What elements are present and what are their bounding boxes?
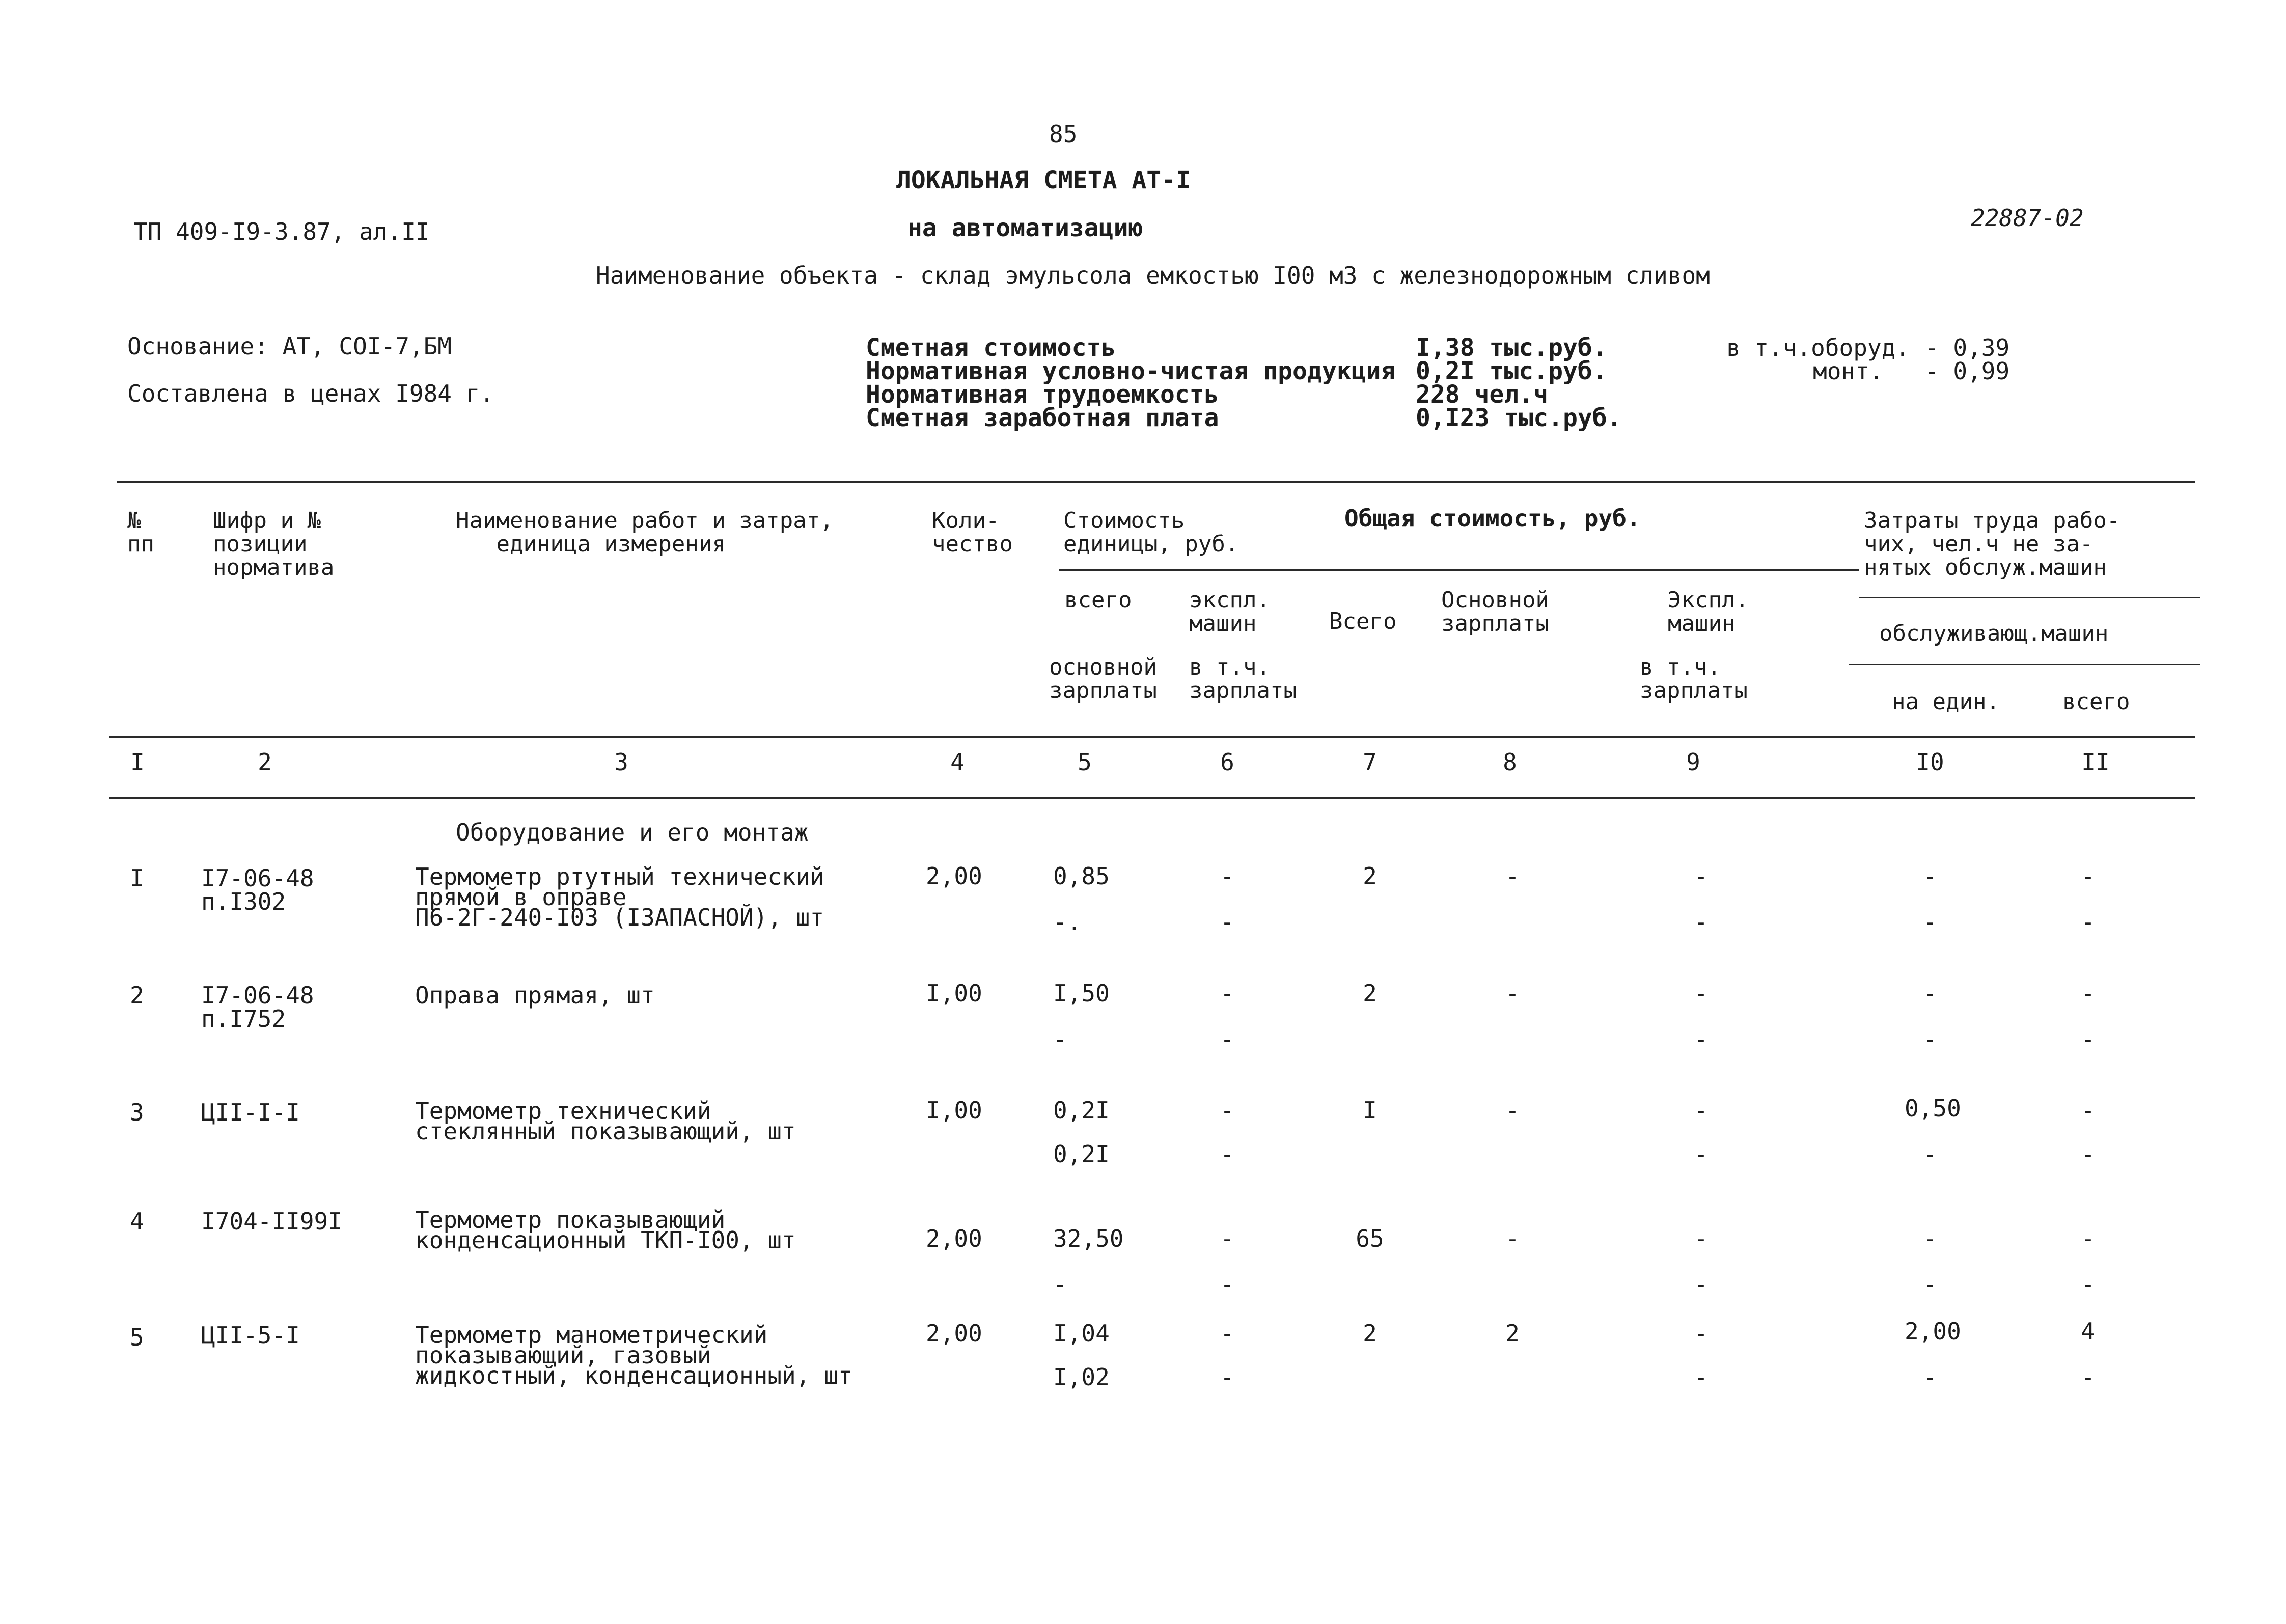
row-total-machine-wages: - — [1694, 1025, 1708, 1053]
row-number: 5 — [130, 1324, 144, 1351]
row-name: Термометр ртутный технический прямой в оправе П6-2Г-240-I03 (IЗАПАСНОЙ), шт — [415, 863, 824, 931]
row-labor-total: - — [2081, 1225, 2095, 1252]
summary-label: Сметная заработная плата — [866, 404, 1219, 432]
row-name: Оправа прямая, шт — [415, 982, 655, 1009]
row-labor-total-2: - — [2081, 1140, 2095, 1168]
row-total-machine-wages: - — [1694, 1271, 1708, 1298]
header-unit-cost: Стоимость единицы, руб. — [1063, 508, 1239, 557]
header-unit-total: всего — [1064, 587, 1132, 613]
row-labor-per-unit: 2,00 — [1905, 1318, 1961, 1345]
row-unit-machines: - — [1220, 979, 1234, 1007]
header-bottom-rule — [109, 736, 2195, 738]
row-labor-total: 4 — [2081, 1318, 2095, 1345]
document-reference: ТП 409-I9-3.87, ал.II — [133, 218, 430, 245]
header-unit-wages: основной зарплаты — [1049, 654, 1157, 704]
row-labor-total-2: - — [2081, 1363, 2095, 1391]
row-total-machines: - — [1694, 862, 1708, 890]
row-labor-per-unit: - — [1923, 862, 1937, 890]
row-unit-machines: - — [1220, 862, 1234, 890]
prices-line: Составлена в ценах I984 г. — [127, 380, 494, 407]
row-total-machine-wages: - — [1694, 1363, 1708, 1391]
row-total-wages: - — [1505, 862, 1520, 890]
row-code: ЦII-I-I — [201, 1099, 300, 1126]
mounting-value: - 0,99 — [1925, 357, 2010, 385]
summary-label: Нормативная условно-чистая продукция — [866, 357, 1396, 385]
row-unit-total: 0,2I — [1053, 1097, 1110, 1124]
row-total: 2 — [1363, 862, 1377, 890]
object-name: Наименование объекта - склад эмульсола емкостью I00 м3 с железнодорожным сливом — [596, 262, 1710, 289]
row-labor-total: - — [2081, 979, 2095, 1007]
row-unit-total: 32,50 — [1053, 1225, 1124, 1252]
stamp-number: 22887-02 — [1971, 204, 2084, 232]
row-name: Термометр технический стеклянный показывающий, шт — [415, 1097, 796, 1145]
row-labor-per-unit-2: - — [1923, 1025, 1937, 1053]
row-total-machines: - — [1694, 1320, 1708, 1347]
table-top-rule — [117, 481, 2195, 483]
row-quantity: 2,00 — [926, 1225, 982, 1252]
row-unit-total: I,04 — [1053, 1320, 1110, 1347]
column-number: 7 — [1363, 748, 1377, 776]
page-number: 85 — [1049, 120, 1078, 148]
row-total-machines: - — [1694, 1097, 1708, 1124]
row-labor-per-unit: - — [1923, 979, 1937, 1007]
header-unit-machines: экспл. машин — [1189, 587, 1270, 636]
row-total: 65 — [1356, 1225, 1384, 1252]
row-labor-per-unit-2: - — [1923, 1363, 1937, 1391]
header-col-code: Шифр и № позиции норматива — [213, 508, 335, 580]
row-labor-per-unit: - — [1923, 1225, 1937, 1252]
header-total-wages: Основной зарплаты — [1441, 587, 1549, 636]
header-total-cost: Общая стоимость, руб. — [1344, 505, 1641, 532]
header-machine-service: обслуживающ.машин — [1879, 621, 2109, 647]
row-total-wages: 2 — [1505, 1320, 1520, 1347]
row-unit-machines: - — [1220, 1097, 1234, 1124]
column-number: 2 — [258, 748, 272, 776]
header-col-name: Наименование работ и затрат, единица измерения — [456, 508, 834, 557]
row-code: I7-06-48 п.I752 — [201, 982, 314, 1032]
section-title: Оборудование и его монтаж — [456, 819, 809, 846]
row-quantity: 2,00 — [926, 862, 982, 890]
row-labor-total-2: - — [2081, 1271, 2095, 1298]
row-labor-total: - — [2081, 1097, 2095, 1124]
row-labor-per-unit-2: - — [1923, 1271, 1937, 1298]
column-number: II — [2081, 748, 2110, 776]
row-unit-wages: -. — [1053, 908, 1082, 936]
header-col-number: № пп — [127, 508, 154, 557]
row-unit-total: I,50 — [1053, 979, 1110, 1007]
basis-line: Основание: АТ, COI-7,БМ — [127, 332, 452, 360]
document-title: ЛОКАЛЬНАЯ СМЕТА АТ-I — [896, 166, 1191, 194]
column-number: 3 — [614, 748, 628, 776]
row-name: Термометр показывающий конденсационный ТКП-I00, шт — [415, 1206, 796, 1254]
row-number: 2 — [130, 982, 144, 1009]
row-unit-machine-wages: - — [1220, 908, 1234, 936]
header-col-quantity: Коли- чество — [932, 508, 1013, 557]
column-number: 4 — [950, 748, 965, 776]
row-total-wages: - — [1505, 1097, 1520, 1124]
column-number: 5 — [1078, 748, 1092, 776]
header-per-unit: на един. — [1892, 689, 2000, 715]
row-number: 4 — [130, 1208, 144, 1235]
row-unit-total: 0,85 — [1053, 862, 1110, 890]
row-unit-wages: I,02 — [1053, 1363, 1110, 1391]
row-code: I704-II99I — [201, 1208, 342, 1235]
row-unit-machines: - — [1220, 1320, 1234, 1347]
row-code: ЦII-5-I — [201, 1322, 300, 1349]
row-total-machine-wages: - — [1694, 908, 1708, 936]
row-number: I — [130, 864, 144, 892]
summary-values — [1416, 333, 1622, 432]
row-unit-wages: - — [1053, 1025, 1067, 1053]
row-total-wages: - — [1505, 1225, 1520, 1252]
header-total-machines: Экспл. машин — [1668, 587, 1749, 636]
row-unit-machine-wages: - — [1220, 1140, 1234, 1168]
row-total: 2 — [1363, 979, 1377, 1007]
row-labor-per-unit-2: - — [1923, 1140, 1937, 1168]
row-name: Термометр манометрический показывающий, газовый жидкостный, конденсационный, шт — [415, 1321, 852, 1389]
column-number: 6 — [1220, 748, 1234, 776]
row-total: I — [1363, 1097, 1377, 1124]
summary-label: Сметная стоимость — [866, 333, 1116, 362]
header-total-machine-wages: в т.ч. зарплаты — [1640, 654, 1748, 704]
header-subrule-labor-2 — [1849, 664, 2200, 665]
summary-label: Нормативная трудоемкость — [866, 380, 1219, 409]
header-labor: Затраты труда рабо- чих, чел.ч не за- нятых обслуж.машин — [1864, 508, 2120, 580]
row-total-wages: - — [1505, 979, 1520, 1007]
row-unit-machines: - — [1220, 1225, 1234, 1252]
row-unit-machine-wages: - — [1220, 1271, 1234, 1298]
column-number: 8 — [1503, 748, 1517, 776]
column-number: 9 — [1686, 748, 1700, 776]
header-labor-total: всего — [2062, 689, 2130, 715]
row-unit-machine-wages: - — [1220, 1025, 1234, 1053]
column-number: I0 — [1916, 748, 1944, 776]
summary-value: I,38 тыс.руб. — [1416, 333, 1607, 362]
row-total: 2 — [1363, 1320, 1377, 1347]
row-quantity: I,00 — [926, 979, 982, 1007]
row-unit-machine-wages: - — [1220, 1363, 1234, 1391]
row-labor-total: - — [2081, 862, 2095, 890]
row-labor-total-2: - — [2081, 908, 2095, 936]
row-unit-wages: - — [1053, 1271, 1067, 1298]
header-total-all: Всего — [1329, 608, 1397, 634]
row-labor-total-2: - — [2081, 1025, 2095, 1053]
header-subrule-labor — [1859, 597, 2200, 598]
column-number: I — [130, 748, 145, 776]
equipment-value: - 0,39 — [1925, 334, 2010, 361]
row-total-machines: - — [1694, 979, 1708, 1007]
header-subrule — [1059, 569, 1859, 571]
column-number-rule — [109, 797, 2195, 799]
row-labor-per-unit-2: - — [1923, 908, 1937, 936]
row-quantity: I,00 — [926, 1097, 982, 1124]
mounting-label: монт. — [1813, 357, 1884, 385]
row-quantity: 2,00 — [926, 1320, 982, 1347]
document-subtitle: на автоматизацию — [907, 214, 1143, 242]
summary-value: 0,2I тыс.руб. — [1416, 357, 1607, 385]
row-code: I7-06-48 п.I302 — [201, 864, 314, 915]
row-number: 3 — [130, 1099, 144, 1126]
row-total-machines: - — [1694, 1225, 1708, 1252]
header-unit-machine-wages: в т.ч. зарплаты — [1189, 654, 1297, 704]
row-total-machine-wages: - — [1694, 1140, 1708, 1168]
summary-labels — [866, 333, 1396, 432]
equipment-label: в т.ч.оборуд. — [1726, 334, 1910, 361]
row-unit-wages: 0,2I — [1053, 1140, 1110, 1168]
summary-value: 228 чел.ч — [1416, 380, 1549, 409]
summary-value: 0,I23 тыс.руб. — [1416, 404, 1622, 432]
row-labor-per-unit: 0,50 — [1905, 1095, 1961, 1122]
